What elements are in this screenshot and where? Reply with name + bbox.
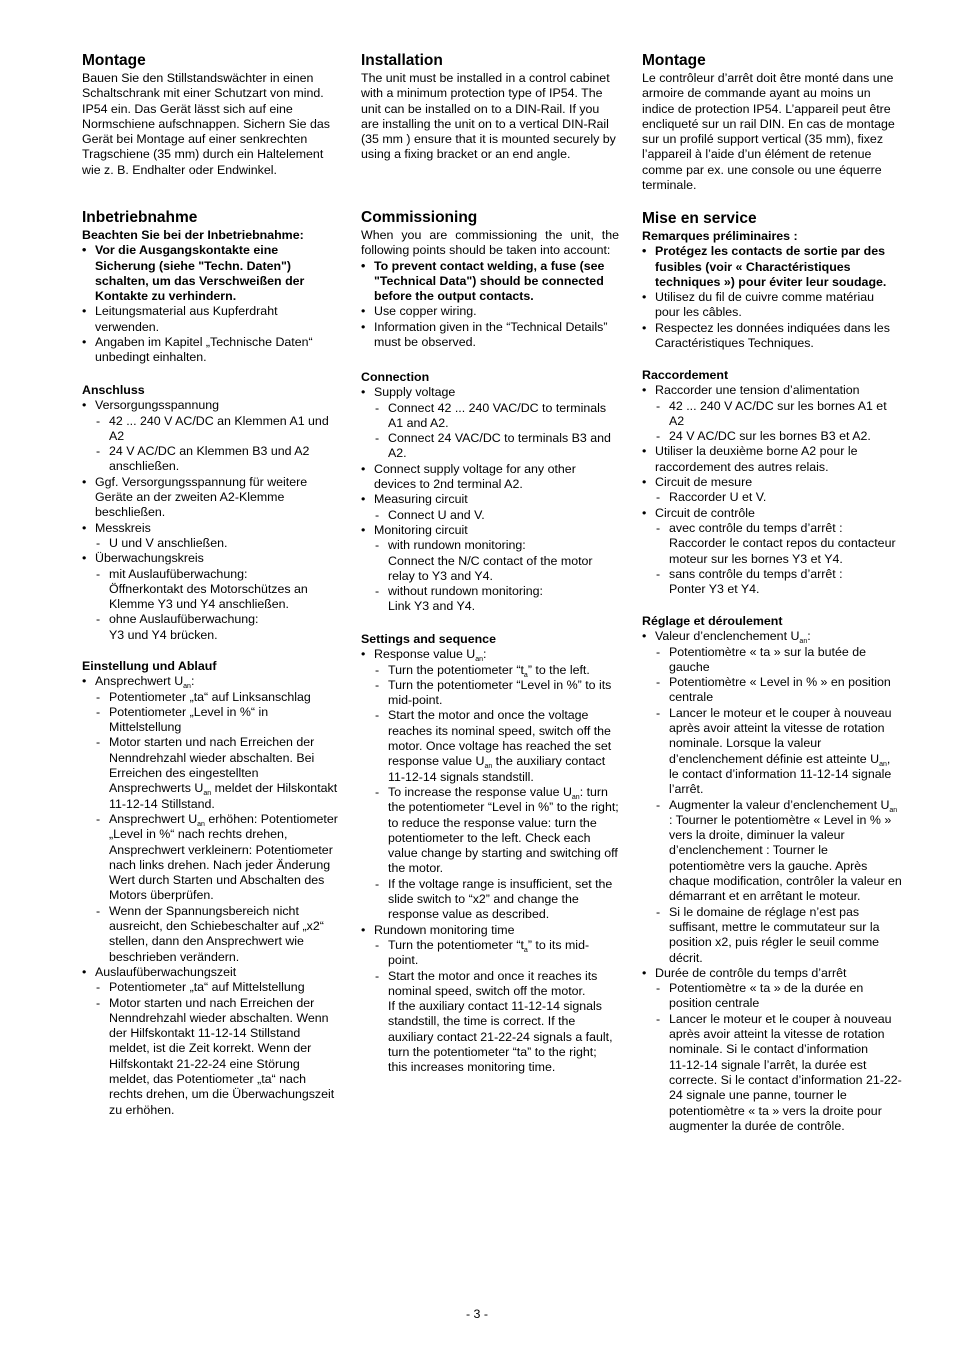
text: If the auxiliary contact 11-12-14 signals standstill, the time is correct. If the auxiliary contact 21-22-24 signals a fault, turn the potentiometer “ta” to the right; this increases monitoring time. xyxy=(388,999,613,1075)
sub-item xyxy=(95,812,342,904)
section-anschluss xyxy=(82,383,342,643)
sub-item-text: Raccorder le contact repos du contacteur moteur sur les bornes Y3 et Y4. xyxy=(669,536,896,566)
section-raccordement xyxy=(642,368,902,597)
list-mise-en-service xyxy=(642,244,902,351)
sub-item xyxy=(655,798,902,905)
list-item xyxy=(82,551,342,643)
heading-anschluss: Anschluss xyxy=(82,383,145,397)
item-label: Messkreis xyxy=(95,520,151,535)
intro-mise-en-service: Remarques préliminaires : xyxy=(642,229,798,243)
text: To increase the response value U xyxy=(388,784,572,799)
sub-item: - Connect 24 VAC/DC to terminals B3 and A2. xyxy=(374,431,619,462)
item-label: Überwachungskreis xyxy=(95,551,204,566)
sub-item xyxy=(374,538,619,584)
heading-settings: Settings and sequence xyxy=(361,632,496,646)
item-label: Auslaufüberwachungszeit xyxy=(95,964,237,979)
sub-item: - Connect 42 ... 240 VAC/DC to terminals A1 and A2. xyxy=(374,401,619,432)
sub-item: - 24 V AC/DC an Klemmen B3 und A2 anschließen. xyxy=(95,444,342,475)
sub-item: - Potentiometer „ta“ auf Linksanschlag xyxy=(95,690,342,705)
section-mise-en-service xyxy=(642,210,902,351)
list-item: • Leitungsmaterial aus Kupferdraht verwenden. xyxy=(82,304,342,335)
list-item xyxy=(361,385,619,461)
list-item: • Angaben im Kapitel „Technische Daten“ unbedingt einhalten. xyxy=(82,335,342,366)
sub-item xyxy=(655,567,902,598)
paragraph-installation: The unit must be installed in a control cabinet with a minimum protection type of IP54. The unit can be installed on to a DIN-Rail. If you are installing the unit on to a vertical DIN-Rail (35 mm ) ensure that it is mounted securely by using a fixing bracket or an end angle. xyxy=(361,71,616,162)
subscript: an xyxy=(183,683,191,691)
text: Augmenter la valeur d’enclenchement U xyxy=(669,797,890,812)
sub-item xyxy=(374,663,619,678)
text: Turn the potentiometer “t xyxy=(388,662,524,677)
sub-item: - Turn the potentiometer “Level in %” to its mid-point. xyxy=(374,678,619,709)
list-item: • Information given in the “Technical Details” must be observed. xyxy=(361,320,619,351)
paragraph-montage-de: Bauen Sie den Stillstandswächter in einen Schaltschrank mit einer Schutzart von mind. IP54 ein. Das Gerät lässt sich auf eine Normschiene aufschnappen. Sichern Sie das Gerät bei Montage auf einer senkrechten Tragschiene (35 mm) durch ein Haltelement wie z. B. Endhalter oder Endwinkel. xyxy=(82,71,330,177)
sub-item: - 42 ... 240 V AC/DC an Klemmen A1 und A2 xyxy=(95,414,342,445)
sub-item xyxy=(374,708,619,784)
page-number: - 3 - xyxy=(465,1307,489,1321)
sub-item: - 24 V AC/DC sur les bornes B3 et A2. xyxy=(655,429,902,444)
text: Ansprechwert U xyxy=(109,811,198,826)
text: : turn the potentiometer “Level in %” to the right; to reduce the response value: turn the potentiometer to the left. Check each value change by starting and switching off the motor. xyxy=(388,784,619,876)
subscript: an xyxy=(879,760,887,768)
list-item xyxy=(361,492,619,523)
list-item xyxy=(361,647,619,922)
sub-item-label: - sans contrôle du temps d’arrêt : xyxy=(669,566,843,581)
heading-montage-fr: Montage xyxy=(642,52,706,69)
item-label: Rundown monitoring time xyxy=(374,922,515,937)
list-item: • Ggf. Versorgungsspannung für weitere Geräte an der zweiten A2-Klemme beschließen. xyxy=(82,475,342,521)
heading-einstellung: Einstellung und Ablauf xyxy=(82,659,217,673)
item-label: Durée de contrôle du temps d’arrêt xyxy=(655,965,847,980)
list-item xyxy=(642,506,902,598)
sub-item-text: Y3 und Y4 brücken. xyxy=(109,627,218,642)
sub-item xyxy=(95,612,342,643)
subscript: a xyxy=(523,671,528,679)
list-item xyxy=(82,674,342,965)
item-label-suffix: : xyxy=(190,674,195,689)
text: meldet der Hilskontakt 11-12-14 Stillstand. xyxy=(109,781,338,811)
heading-raccordement: Raccordement xyxy=(642,368,729,382)
list-commissioning xyxy=(361,259,619,351)
list-item xyxy=(642,383,902,444)
text: Start the motor and once the voltage reaches its nominal speed, switch off the motor. Once voltage has reached the set response value U xyxy=(388,708,612,769)
list-item: • Vor die Ausgangskontakte eine Sicherung (siehe "Techn. Daten") schalten, um das Verschweißen der Kontakte zu verhindern. xyxy=(82,243,342,304)
heading-installation: Installation xyxy=(361,52,443,69)
heading-commissioning: Commissioning xyxy=(361,209,478,226)
sub-item: - Si le domaine de réglage n’est pas suffisant, mettre le commutateur sur la position x2, puis régler le seuil comme décrit. xyxy=(655,905,902,966)
item-label: Response value U xyxy=(374,647,476,662)
section-reglage xyxy=(642,614,902,1134)
item-label-suffix: : xyxy=(807,629,811,644)
item-label: Circuit de contrôle xyxy=(655,505,755,520)
sub-item: - Potentiomètre « ta » sur la butée de gauche xyxy=(655,645,902,676)
item-label: Versorgungsspannung xyxy=(95,398,220,413)
sub-item: - Motor starten und nach Erreichen der Nenndrehzahl wieder abschalten. Wenn der Hilfskontakt 11-12-14 Stillstand meldet, ist die Zeit korrekt. Wenn der Hilfskontakt 21-22-24 eine Störung meldet, das Potentiometer „ta“ nach rechts drehen, um die Überwachungszeit zu erhöhen. xyxy=(95,996,342,1118)
list-item: • Utilisez du fil de cuivre comme matériau pour les câbles. xyxy=(642,290,902,321)
sub-item: - Wenn der Spannungsbereich nicht ausreicht, den Schiebeschalter auf „x2“ stellen, dann den Ansprechwert wie beschrieben verändern. xyxy=(95,904,342,965)
item-label: Valeur d’enclenchement U xyxy=(655,629,800,644)
sub-item: - U und V anschließen. xyxy=(95,536,342,551)
sub-item-label: - mit Auslaufüberwachung: xyxy=(109,566,248,581)
sub-item: - Potentiomètre « ta » de la durée en position centrale xyxy=(655,981,902,1012)
intro-inbetriebnahme: Beachten Sie bei der Inbetriebnahme: xyxy=(82,228,304,242)
sub-item-label: - avec contrôle du temps d’arrêt : xyxy=(669,520,843,535)
item-label: Raccorder une tension d’alimentation xyxy=(655,383,860,398)
sub-item xyxy=(95,567,342,613)
subscript: an xyxy=(484,763,493,771)
list-item xyxy=(642,629,902,966)
subscript: an xyxy=(889,806,898,814)
subscript: an xyxy=(203,790,212,798)
sub-item-text: Link Y3 and Y4. xyxy=(388,599,476,614)
sub-item-label: - ohne Auslaufüberwachung: xyxy=(109,612,259,627)
sub-item-label: - with rundown monitoring: xyxy=(388,538,526,553)
sub-item: - Connect U and V. xyxy=(374,508,619,523)
list-item xyxy=(82,965,342,1118)
list-item xyxy=(82,398,342,474)
subscript: an xyxy=(571,793,580,801)
list-item xyxy=(642,475,902,506)
heading-montage-de: Montage xyxy=(82,52,146,69)
text: : Tourner le potentiomètre « Level in % » vers la droite, diminuer la valeur d’enclenchement : Tourner le potentiomètre vers la gauche. Après chaque modification, contrôler la valeur en démarrant et en arrêtant le moteur. xyxy=(669,812,902,904)
list-item xyxy=(361,523,619,615)
section-einstellung xyxy=(82,659,342,1118)
sub-item: - 42 ... 240 V AC/DC sur les bornes A1 et A2 xyxy=(655,399,902,430)
heading-inbetriebnahme: Inbetriebnahme xyxy=(82,209,198,226)
list-settings xyxy=(361,647,619,1075)
list-anschluss xyxy=(82,398,342,643)
text: - Lancer le moteur et le couper à nouveau après avoir atteint la vitesse de rotation nominale. Si le contact d’information xyxy=(669,1011,892,1057)
subscript: a xyxy=(523,946,528,954)
text: Turn the potentiometer “t xyxy=(388,937,524,952)
list-connection xyxy=(361,385,619,614)
list-item: • Use copper wiring. xyxy=(361,304,619,319)
paragraph-montage-fr: Le contrôleur d’arrêt doit être monté dans une armoire de commande ayant au moins un indice de protection IP54. L’appareil peut être encliqueté sur un rail DIN. En cas de montage sur un profilé support vertical (35 mm), fixez l’appareil à l’aide d’un élément de retenue comme par ex. une console ou une équerre terminale. xyxy=(642,71,895,193)
item-label: Measuring circuit xyxy=(374,492,468,507)
sub-item-text: Öffnerkontakt des Motorschützes an Klemme Y3 und Y4 anschließen. xyxy=(109,581,308,612)
sub-item xyxy=(655,706,902,798)
sub-item xyxy=(374,969,619,1076)
sub-item: - If the voltage range is insufficient, set the slide switch to “x2” and change the response value as described. xyxy=(374,877,619,923)
intro-commissioning: When you are commissioning the unit, the following points should be taken into account: xyxy=(361,228,619,258)
sub-item xyxy=(655,1012,902,1134)
text: - Start the motor and once it reaches its nominal speed, switch off the motor. xyxy=(388,968,598,998)
heading-mise-en-service: Mise en service xyxy=(642,210,757,227)
sub-item: - Potentiometer „ta“ auf Mittelstellung xyxy=(95,980,342,995)
sub-item xyxy=(374,584,619,615)
sub-item xyxy=(655,521,902,567)
text: Lancer le moteur et le couper à nouveau après avoir atteint la vitesse de rotation nominale. Lorsque la valeur d’enclenchement définie est atteinte U xyxy=(669,705,892,766)
subscript: an xyxy=(475,656,484,664)
text: ” to its mid-point. xyxy=(388,937,590,968)
sub-item: - Potentiomètre « Level in % » en position centrale xyxy=(655,675,902,706)
sub-item-text: Connect the N/C contact of the motor relay to Y3 and Y4. xyxy=(388,553,593,583)
item-label: Supply voltage xyxy=(374,385,456,400)
text: erhöhen: Potentiometer „Level in %“ nach rechts drehen, Ansprechwert verkleinern: Potentiometer nach links drehen. Nach jeder Änderung Wert durch Starten und Abschalten des Motors überprüfen. xyxy=(109,811,338,903)
list-item: • Respectez les données indiquées dans les Caractéristiques Techniques. xyxy=(642,321,902,352)
item-label: Ansprechwert U xyxy=(95,674,184,689)
list-item: • Utiliser la deuxième borne A2 pour le raccordement des autres relais. xyxy=(642,444,902,475)
text: , le contact d’information 11-12-14 signale l’arrêt. xyxy=(669,751,892,797)
list-raccordement xyxy=(642,383,902,597)
section-connection xyxy=(361,370,619,615)
list-item xyxy=(82,521,342,552)
section-inbetriebnahme xyxy=(82,209,342,366)
sub-item: - Potentiometer „Level in %“ in Mittelstellung xyxy=(95,705,342,736)
section-montage-de xyxy=(82,52,342,178)
section-settings xyxy=(361,632,619,1076)
section-commissioning xyxy=(361,209,619,350)
list-einstellung xyxy=(82,674,342,1118)
text: 11-12-14 signale l’arrêt, la durée est correcte. Si le contact d’information 21-22-24 signale une panne, tourner le potentiomètre « ta » vers la droite pour augmenter la durée de contrôle. xyxy=(669,1057,902,1133)
sub-item-text: Ponter Y3 et Y4. xyxy=(669,582,760,597)
sub-item xyxy=(95,735,342,811)
list-item xyxy=(642,966,902,1134)
subscript: an xyxy=(799,638,808,646)
list-inbetriebnahme xyxy=(82,243,342,365)
heading-connection: Connection xyxy=(361,370,430,384)
sub-item xyxy=(374,938,619,969)
text: Motor starten und nach Erreichen der Nenndrehzahl wieder abschalten. Bei Erreichen des eingestellten Ansprechwerts U xyxy=(109,735,315,796)
sub-item: - Raccorder U et V. xyxy=(655,490,902,505)
heading-reglage: Réglage et déroulement xyxy=(642,614,783,628)
list-item: • To prevent contact welding, a fuse (see "Technical Data") should be connected before the output contacts. xyxy=(361,259,619,305)
sub-item xyxy=(374,785,619,877)
list-item xyxy=(361,923,619,1076)
subscript: an xyxy=(197,820,205,828)
text: ” to the left. xyxy=(527,662,590,677)
list-item: • Connect supply voltage for any other devices to 2nd terminal A2. xyxy=(361,462,619,493)
section-montage-fr xyxy=(642,52,902,193)
item-label: Monitoring circuit xyxy=(374,522,468,537)
item-label: Circuit de mesure xyxy=(655,475,753,490)
list-reglage xyxy=(642,629,902,1134)
section-installation xyxy=(361,52,619,163)
list-item: • Protégez les contacts de sortie par des fusibles (voir « Charactéristiques techniques ») pour éviter leur soudage. xyxy=(642,244,902,290)
sub-item-label: - without rundown monitoring: xyxy=(388,584,543,599)
text: the auxiliary contact 11-12-14 signals standstill. xyxy=(388,754,606,784)
item-label-suffix: : xyxy=(483,647,487,662)
